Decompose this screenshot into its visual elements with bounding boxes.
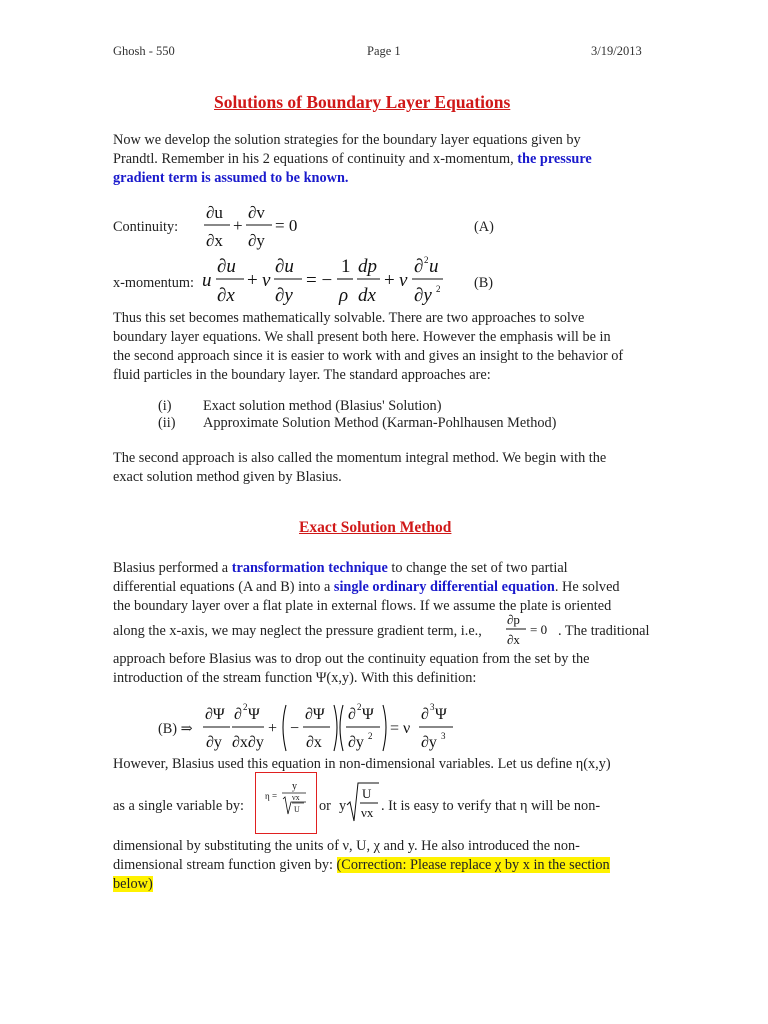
continuity-label: Continuity: [113, 219, 179, 235]
paragraph-line: along the x-axis, we may neglect the pressure gradient term, i.e., [113, 623, 482, 639]
approaches-paragraph [113, 309, 673, 385]
correction-note: below) [113, 876, 153, 892]
momentum-integral-paragraph [113, 449, 673, 487]
intro-paragraph [113, 131, 673, 188]
svg-text:2: 2 [357, 702, 362, 712]
eta-alternate-formula [345, 779, 381, 825]
svg-text:∂y: ∂y [248, 231, 265, 250]
approach-text: Approximate Solution Method (Karman-Pohlhausen Method) [203, 415, 557, 431]
paragraph-line: the second approach since it is easier to work with and gives an insight to the behavior of [113, 348, 624, 364]
svg-text:v: v [399, 270, 408, 291]
pressure-gradient-fraction [503, 608, 558, 652]
svg-text:= −: = − [306, 270, 333, 291]
paragraph-line: exact solution method given by Blasius. [113, 469, 342, 485]
svg-text:u: u [429, 256, 439, 277]
svg-text:= 0: = 0 [275, 216, 298, 235]
intro-emphasis-line: gradient term is assumed to be known. [113, 170, 349, 186]
svg-text:u: u [202, 270, 212, 291]
y-variable: y [339, 798, 347, 814]
header-author: Ghosh - 550 [113, 44, 175, 58]
page-title: Solutions of Boundary Layer Equations [214, 92, 511, 112]
paragraph-text: . The traditional [558, 623, 650, 639]
svg-text:∂: ∂ [234, 706, 242, 723]
paragraph-line: fluid particles in the boundary layer. The standard approaches are: [113, 367, 491, 383]
svg-text:+: + [233, 216, 243, 235]
svg-text:y: y [292, 781, 297, 792]
svg-text:U: U [362, 786, 372, 801]
paragraph-line [113, 875, 153, 894]
header-page: Page 1 [367, 44, 401, 58]
continuity-tag: (A) [474, 219, 494, 235]
intro-text: Prandtl. Remember in his 2 equations of continuity and x-momentum, [113, 151, 518, 167]
svg-text:∂: ∂ [421, 706, 429, 723]
svg-text:2: 2 [368, 731, 373, 741]
paragraph-text: to change the set of two partial [387, 560, 568, 576]
eq-b-prefix: (B) ⇒ [158, 721, 193, 737]
paragraph-line [113, 559, 673, 578]
svg-text:νx: νx [292, 793, 300, 802]
svg-text:+: + [247, 270, 258, 291]
paragraph-line: However, Blasius used this equation in non-dimensional variables. Let us define η(x,y) [113, 756, 611, 772]
svg-text:∂x∂y: ∂x∂y [232, 734, 264, 751]
svg-text:∂x: ∂x [507, 632, 520, 647]
intro-line [113, 150, 673, 169]
paragraph-text: differential equations (A and B) into a [113, 579, 334, 595]
continuity-equation [200, 196, 310, 256]
stream-function-equation [202, 699, 462, 759]
svg-text:∂y: ∂y [348, 734, 364, 751]
svg-text:dx: dx [358, 285, 376, 306]
momentum-label: x-momentum: [113, 275, 195, 291]
svg-text:∂Ψ: ∂Ψ [205, 706, 225, 723]
paragraph-line: approach before Blasius was to drop out the continuity equation from the set by the [113, 651, 590, 667]
paragraph-line [113, 856, 610, 875]
blasius-paragraph [113, 559, 673, 616]
approach-num: (ii) [158, 415, 176, 431]
svg-text:∂y: ∂y [206, 734, 222, 751]
svg-text:η =: η = [265, 791, 278, 801]
or-text: or [319, 798, 331, 814]
approach-text: Exact solution method (Blasius' Solution) [203, 398, 442, 414]
svg-text:U: U [294, 805, 300, 814]
approach-num: (i) [158, 398, 172, 414]
stream-function-paragraph [113, 650, 673, 688]
svg-text:∂u: ∂u [275, 256, 294, 277]
svg-text:2: 2 [424, 255, 429, 265]
paragraph-line: Thus this set becomes mathematically solvable. There are two approaches to solve [113, 310, 585, 326]
svg-text:v: v [262, 270, 271, 291]
svg-text:∂: ∂ [414, 256, 424, 277]
paragraph-line [113, 578, 673, 597]
svg-text:dp: dp [358, 256, 377, 277]
svg-text:∂Ψ: ∂Ψ [305, 706, 325, 723]
intro-line: Now we develop the solution strategies for the boundary layer equations given by [113, 132, 581, 148]
momentum-tag: (B) [474, 275, 494, 291]
svg-text:Ψ: Ψ [362, 706, 374, 723]
section-heading: Exact Solution Method [299, 519, 452, 536]
svg-text:3: 3 [441, 731, 446, 741]
svg-text:∂x: ∂x [306, 734, 322, 751]
svg-text:= 0: = 0 [530, 622, 548, 637]
svg-text:∂y: ∂y [421, 734, 437, 751]
paragraph-line: boundary layer equations. We shall present both here. However the emphasis will be in [113, 329, 611, 345]
svg-text:2: 2 [243, 702, 248, 712]
svg-text:+: + [268, 720, 278, 737]
svg-text:∂p: ∂p [507, 612, 520, 627]
svg-text:3: 3 [430, 702, 435, 712]
correction-note: (Correction: Please replace χ by x in the section [336, 857, 610, 873]
svg-text:2: 2 [436, 284, 441, 294]
paragraph-emphasis: single ordinary differential equation [333, 579, 555, 595]
header-date: 3/19/2013 [591, 44, 642, 58]
paragraph-text: . He solved [554, 579, 620, 595]
paragraph-line: introduction of the stream function Ψ(x,y). With this definition: [113, 670, 477, 686]
svg-text:Ψ: Ψ [435, 706, 447, 723]
paragraph-emphasis: transformation technique [231, 560, 388, 576]
svg-text:−: − [290, 720, 300, 737]
svg-text:1: 1 [341, 256, 351, 277]
eta-definition-box [255, 772, 317, 834]
svg-text:νx: νx [361, 805, 374, 820]
svg-text:∂x: ∂x [206, 231, 223, 250]
svg-text:ρ: ρ [339, 285, 349, 306]
eta-definition-formula [256, 773, 316, 833]
paragraph-line: as a single variable by: [113, 798, 245, 814]
svg-text:∂y: ∂y [275, 285, 293, 306]
svg-text:∂x: ∂x [217, 285, 235, 306]
paragraph-line: The second approach is also called the momentum integral method. We begin with the [113, 450, 607, 466]
svg-text:Ψ: Ψ [248, 706, 260, 723]
paragraph-line: the boundary layer over a flat plate in external flows. If we assume the plate is oriented [113, 598, 612, 614]
svg-text:∂y: ∂y [414, 285, 432, 306]
paragraph-text: Blasius performed a [113, 560, 232, 576]
svg-text:∂u: ∂u [217, 256, 236, 277]
paragraph-text: dimensional stream function given by: [113, 857, 337, 873]
svg-text:= ν: = ν [390, 720, 411, 737]
svg-text:∂: ∂ [348, 706, 356, 723]
intro-emphasis: the pressure [517, 151, 592, 167]
svg-text:+: + [384, 270, 395, 291]
svg-text:∂u: ∂u [206, 203, 223, 222]
paragraph-line: dimensional by substituting the units of ν, U, χ and y. He also introduced the non- [113, 838, 580, 854]
svg-text:∂v: ∂v [248, 203, 265, 222]
paragraph-text: . It is easy to verify that η will be non- [381, 798, 601, 814]
momentum-equation [200, 250, 460, 312]
